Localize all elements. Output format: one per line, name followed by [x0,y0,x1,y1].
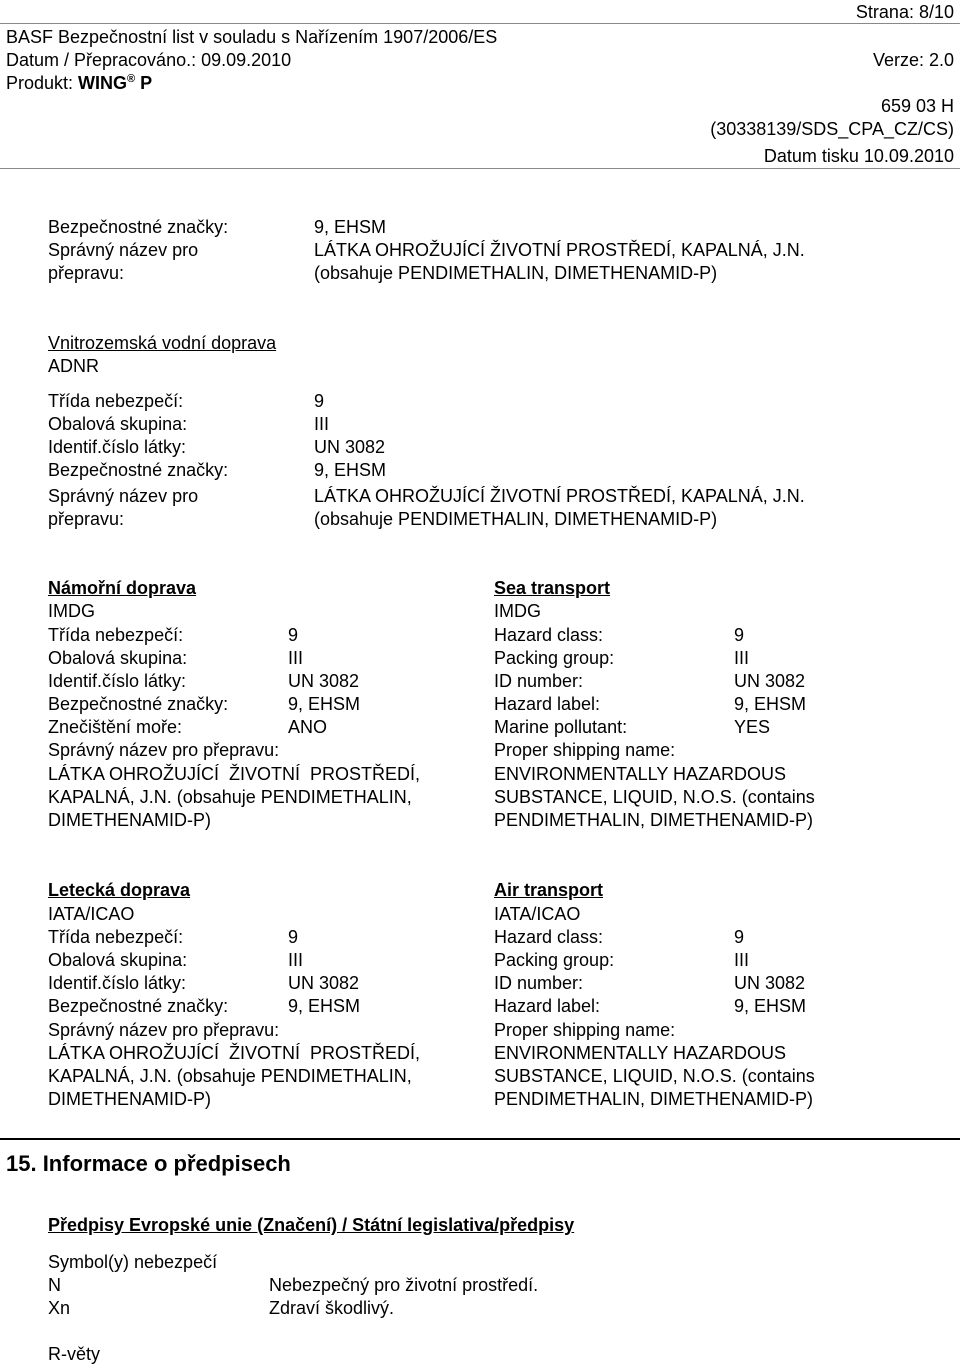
air-en-label: Hazard label: [494,996,601,1016]
header-version: Verze: 2.0 [872,50,954,70]
sea-en-value: III [734,648,750,668]
air-cz-label: Identif.číslo látky: [48,973,187,993]
sea-cz-name-line: KAPALNÁ, J.N. (obsahuje PENDIMETHALIN, [48,787,412,807]
sea-en-name-line: ENVIRONMENTALLY HAZARDOUS [494,764,787,784]
symbol-code: Xn [48,1298,71,1318]
air-cz-label: Bezpečnostné značky: [48,996,229,1016]
page-number: Strana: 8/10 [855,2,954,22]
section-15-subtitle: Předpisy Evropské unie (Značení) / Státní legislativa/předpisy [48,1215,575,1235]
sea-cz-value: III [288,648,304,668]
air-en-value: 9 [734,927,745,947]
sea-cz-value: UN 3082 [288,671,360,691]
sea-cz-code: IMDG [48,601,95,621]
air-en-title: Air transport [494,880,604,900]
sea-en-value: YES [734,717,771,737]
sea-cz-name-label: Správný název pro přepravu: [48,740,280,760]
air-cz-value: UN 3082 [288,973,360,993]
header-product [6,72,152,95]
adnr-code: ADNR [48,356,100,376]
air-en-name-line: ENVIRONMENTALLY HAZARDOUS [494,1043,787,1063]
product-prefix: Produkt: [6,73,79,93]
sea-en-label: Hazard class: [494,625,604,645]
sea-cz-value: 9 [288,625,299,645]
sea-en-value: 9 [734,625,745,645]
product-code: 659 03 H [880,96,954,116]
sea-cz-label: Znečištění moře: [48,717,183,737]
sea-en-value: 9, EHSM [734,694,807,714]
section-divider [0,1138,960,1140]
air-cz-value: 9 [288,927,299,947]
header-rule [0,23,960,24]
sea-en-code: IMDG [494,601,541,621]
symbols-label: Symbol(y) nebezpečí [48,1252,218,1272]
sea-en-label: ID number: [494,671,584,691]
air-en-code: IATA/ICAO [494,904,581,924]
air-en-name-line: PENDIMETHALIN, DIMETHENAMID-P) [494,1089,814,1109]
adnr-label: Třída nebezpečí: [48,391,184,411]
r-phrases-label: R-věty [48,1344,101,1364]
adnr-value: (obsahuje PENDIMETHALIN, DIMETHENAMID-P) [314,509,718,529]
value-shipping-name-2: (obsahuje PENDIMETHALIN, DIMETHENAMID-P) [314,263,718,283]
sea-cz-title: Námořní doprava [48,578,197,598]
adnr-title: Vnitrozemská vodní doprava [48,333,277,353]
symbol-text: Zdraví škodlivý. [269,1298,395,1318]
adnr-label: Správný název pro [48,486,199,506]
sea-cz-value: ANO [288,717,328,737]
air-cz-value: III [288,950,304,970]
adnr-label: Bezpečnostné značky: [48,460,229,480]
product-name: WING [78,73,128,93]
sea-en-label: Marine pollutant: [494,717,628,737]
air-cz-value: 9, EHSM [288,996,361,1016]
sea-cz-label: Identif.číslo látky: [48,671,187,691]
header-title: BASF Bezpečnostní list v souladu s Nařízením 1907/2006/ES [6,27,498,47]
label-shipping-name-2: přepravu: [48,263,125,283]
adnr-label: přepravu: [48,509,125,529]
sea-en-name-line: SUBSTANCE, LIQUID, N.O.S. (contains [494,787,815,807]
sea-en-title: Sea transport [494,578,611,598]
sea-cz-label: Obalová skupina: [48,648,188,668]
air-en-value: 9, EHSM [734,996,807,1016]
sea-cz-value: 9, EHSM [288,694,361,714]
air-cz-name-label: Správný název pro přepravu: [48,1020,280,1040]
sea-en-value: UN 3082 [734,671,806,691]
air-en-label: Hazard class: [494,927,604,947]
air-en-name-label: Proper shipping name: [494,1020,676,1040]
symbol-code: N [48,1275,61,1295]
product-suffix: P [135,73,153,93]
adnr-value: III [314,414,330,434]
sea-cz-name-line: DIMETHENAMID-P) [48,810,211,830]
adnr-value: LÁTKA OHROŽUJÍCÍ ŽIVOTNÍ PROSTŘEDÍ, KAPALNÁ, J.N. [314,486,805,506]
air-cz-name-line: DIMETHENAMID-P) [48,1089,211,1109]
air-cz-name-line: KAPALNÁ, J.N. (obsahuje PENDIMETHALIN, [48,1066,412,1086]
value-hazard-labels: 9, EHSM [314,217,387,237]
sea-en-name-label: Proper shipping name: [494,740,676,760]
header-rule-bottom [0,168,960,169]
sea-cz-label: Bezpečnostné značky: [48,694,229,714]
adnr-value: 9, EHSM [314,460,387,480]
sea-en-label: Hazard label: [494,694,601,714]
sea-cz-label: Třída nebezpečí: [48,625,184,645]
sea-en-label: Packing group: [494,648,615,668]
adnr-value: UN 3082 [314,437,386,457]
print-date: Datum tisku 10.09.2010 [763,146,954,166]
section-15-title: 15. Informace o předpisech [6,1151,291,1176]
air-cz-title: Letecká doprava [48,880,191,900]
adnr-label: Obalová skupina: [48,414,188,434]
air-en-name-line: SUBSTANCE, LIQUID, N.O.S. (contains [494,1066,815,1086]
registered-mark: ® [127,73,136,85]
sds-code: (30338139/SDS_CPA_CZ/CS) [710,119,954,139]
air-cz-name-line: LÁTKA OHROŽUJÍCÍ ŽIVOTNÍ PROSTŘEDÍ, [48,1043,421,1063]
label-hazard-labels: Bezpečnostné značky: [48,217,229,237]
air-en-value: UN 3082 [734,973,806,993]
header-date: Datum / Přepracováno.: 09.09.2010 [6,50,292,70]
air-cz-code: IATA/ICAO [48,904,135,924]
symbol-text: Nebezpečný pro životní prostředí. [269,1275,539,1295]
air-en-label: ID number: [494,973,584,993]
value-shipping-name: LÁTKA OHROŽUJÍCÍ ŽIVOTNÍ PROSTŘEDÍ, KAPALNÁ, J.N. [314,240,805,260]
sea-en-name-line: PENDIMETHALIN, DIMETHENAMID-P) [494,810,814,830]
air-en-value: III [734,950,750,970]
sea-cz-name-line: LÁTKA OHROŽUJÍCÍ ŽIVOTNÍ PROSTŘEDÍ, [48,764,421,784]
adnr-value: 9 [314,391,325,411]
air-en-label: Packing group: [494,950,615,970]
adnr-label: Identif.číslo látky: [48,437,187,457]
air-cz-label: Obalová skupina: [48,950,188,970]
air-cz-label: Třída nebezpečí: [48,927,184,947]
label-shipping-name: Správný název pro [48,240,199,260]
